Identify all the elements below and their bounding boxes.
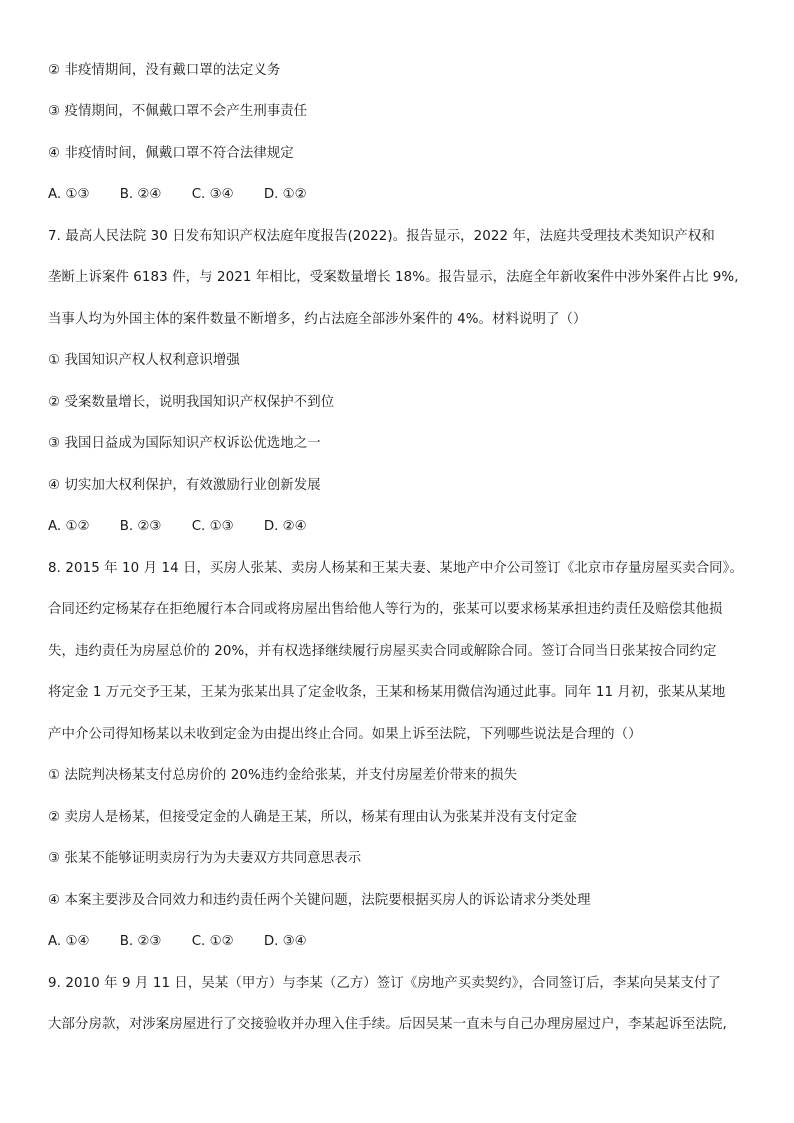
q8-option-4: ④ 本案主要涉及合同效力和违约责任两个关键问题，法院要根据买房人的诉讼请求分类处理: [48, 893, 591, 908]
q6-choice-d: D. ①②: [263, 187, 307, 202]
q8-stem-line-4: 将定金 1 万元交予王某，王某为张某出具了定金收条，王某和杨某用微信沟通过此事。同年 11 月初，张某从某地: [48, 685, 726, 700]
q6-option-4: ④ 非疫情时间，佩戴口罩不符合法律规定: [48, 146, 294, 161]
q7-stem-line-2: 垄断上诉案件 6183 件，与 2021 年相比，受案数量增长 18%。报告显示，法庭全年新收案件中涉外案件占比 9%,: [48, 270, 739, 285]
q6-option-2: ② 非疫情期间，没有戴口罩的法定义务: [48, 63, 281, 78]
q9-stem-line-1: 9. 2010 年 9 月 11 日，吴某（甲方）与李某（乙方）签订《房地产买卖契约》，合同签订后，李某向吴某支付了: [48, 976, 721, 991]
q8-choice-a: A. ①④: [48, 934, 90, 949]
q8-option-2: ② 卖房人是杨某，但接受定金的人确是王某，所以，杨某有理由认为张某并没有支付定金: [48, 810, 578, 825]
q6-option-3: ③ 疫情期间，不佩戴口罩不会产生刑事责任: [48, 104, 308, 119]
q8-stem-line-1: 8. 2015 年 10 月 14 日，买房人张某、卖房人杨某和王某夫妻、某地产中介公司签订《北京市存量房屋买卖合同》。: [48, 561, 743, 576]
q8-option-3: ③ 张某不能够证明卖房行为为夫妻双方共同意思表示: [48, 851, 362, 866]
q7-choice-d: D. ②④: [263, 519, 307, 534]
q7-choice-c: C. ①③: [191, 519, 234, 534]
q7-choices: [48, 517, 333, 537]
q7-stem-line-3: 当事人均为外国主体的案件数量不断增多，约占法庭全部涉外案件的 4%。材料说明了（）: [48, 312, 587, 327]
q7-option-3: ③ 我国日益成为国际知识产权诉讼优选地之一: [48, 436, 321, 451]
q6-choices: [48, 185, 333, 205]
q8-stem-line-3: 失，违约责任为房屋总价的 20%，并有权选择继续履行房屋买卖合同或解除合同。签订合同当日张某按合同约定: [48, 644, 717, 659]
q8-option-1: ① 法院判决杨某支付总房价的 20%违约金给张某，并支付房屋差价带来的损失: [48, 768, 518, 783]
q7-stem-line-1: 7. 最高人民法院 30 日发布知识产权法庭年度报告(2022)。报告显示，2022 年，法庭共受理技术类知识产权和: [48, 229, 715, 244]
q7-choice-b: B. ②③: [119, 519, 162, 534]
q6-choice-a: A. ①③: [48, 187, 90, 202]
q8-stem-line-5: 产中介公司得知杨某以未收到定金为由提出终止合同。如果上诉至法院，下列哪些说法是合理的（）: [48, 727, 642, 742]
q6-choice-c: C. ③④: [191, 187, 234, 202]
q8-choice-d: D. ③④: [263, 934, 307, 949]
q8-choice-b: B. ②③: [119, 934, 162, 949]
q8-choices: [48, 932, 333, 952]
q8-choice-c: C. ①②: [191, 934, 234, 949]
q9-stem-line-2: 大部分房款，对涉案房屋进行了交接验收并办理入住手续。后因吴某一直未与自己办理房屋过户，李某起诉至法院,: [48, 1017, 727, 1032]
q7-option-2: ② 受案数量增长，说明我国知识产权保护不到位: [48, 395, 335, 410]
q7-choice-a: A. ①②: [48, 519, 90, 534]
q7-option-1: ① 我国知识产权人权利意识增强: [48, 353, 240, 368]
q6-choice-b: B. ②④: [119, 187, 162, 202]
q7-option-4: ④ 切实加大权利保护，有效激励行业创新发展: [48, 478, 321, 493]
q8-stem-line-2: 合同还约定杨某存在拒绝履行本合同或将房屋出售给他人等行为的，张某可以要求杨某承担违约责任及赔偿其他损: [48, 602, 723, 617]
